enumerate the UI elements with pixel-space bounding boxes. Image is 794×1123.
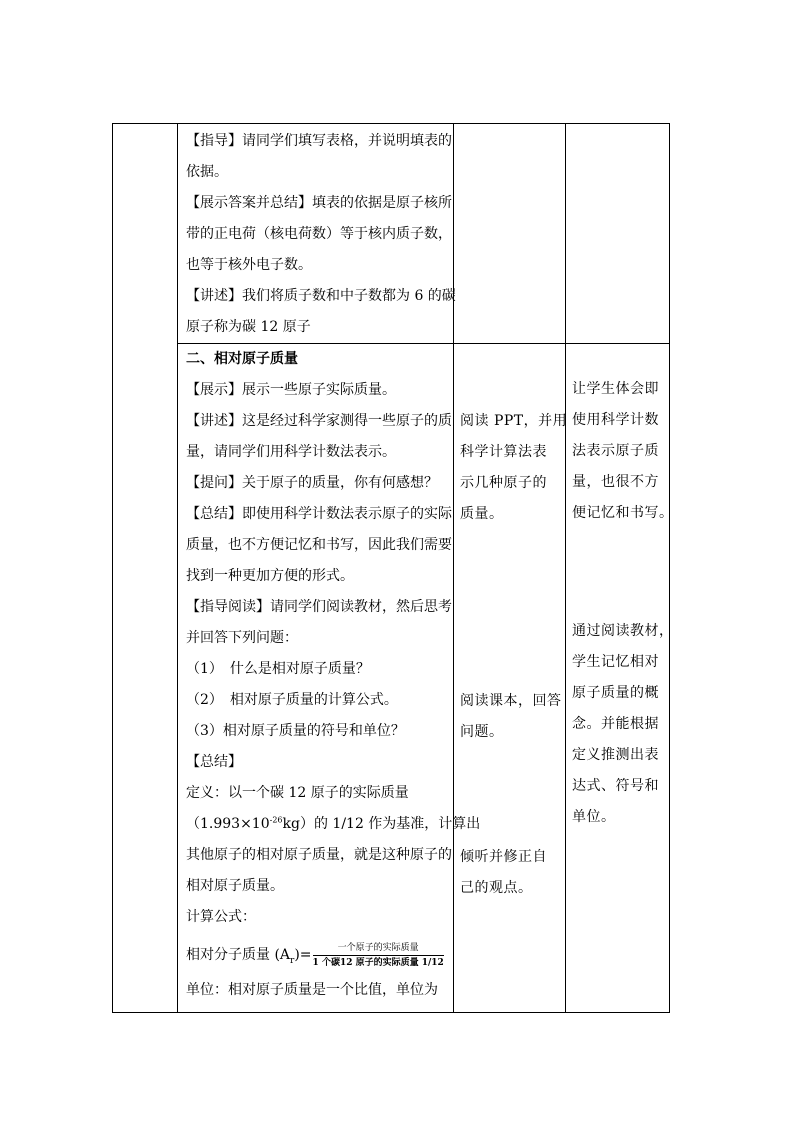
design-intent-line: 法表示原子质 [572,443,659,459]
line-text: 这是经过科学家测得一些原子的质 [242,413,452,429]
design-intent-line: 达式、符号和 [572,778,659,794]
student-activity-group-3 [460,842,564,904]
student-activity-line: 倾听并修正自 [460,849,547,865]
design-intent-line: 原子质量的概 [572,685,659,701]
bracket-tag: 【总结】 [186,506,242,522]
line-text: 量，请同学们用科学计数法表示。 [186,444,396,460]
definition-mass-exponent: -26 [269,815,283,825]
line-text: 我们将质子数和中子数都为 6 的碳 [242,288,456,304]
design-intent-line: 单位。 [572,809,616,825]
column-border-2 [453,124,454,1012]
teacher-activity-lines [186,375,451,809]
design-intent-line: 让学生体会即 [572,381,659,397]
line-text: （2） 相对原子质量的计算公式。 [186,692,398,708]
formula-title: 计算公式： [186,909,256,925]
design-intent-line: 定义推测出表 [572,747,659,763]
student-activity-group-1 [460,406,568,530]
student-activity-line: 质量。 [460,506,504,522]
teacher-activity-line [186,219,451,250]
bracket-tag: 【指导】 [186,133,242,149]
line-text: 关于原子的质量，你有何感想？ [242,475,438,491]
teacher-activity-line [186,561,451,592]
line-text: （1） 什么是相对原子质量？ [186,661,370,677]
teacher-activity-line [186,592,451,623]
section-heading: 二、相对原子质量 [186,351,298,367]
line-text: 依据。 [186,164,228,180]
formula-lhs [186,940,312,971]
student-activity-line: 己的观点。 [460,880,533,896]
formula-numerator: 一个原子的实际质量 [337,942,419,953]
line-text: 请同学们填写表格，并说明填表的 [242,133,452,149]
bracket-tag: 【讲述】 [186,288,242,304]
student-activity-line: 阅读 PPT，并用 [460,413,568,429]
line-text: 填表的依据是原子核所 [312,195,452,211]
row1-teacher-activity-cell [186,126,456,343]
teacher-activity-line [186,406,451,437]
design-intent-line: 念。并能根据 [572,716,659,732]
relative-mass-formula [186,935,451,975]
bracket-tag: 【指导阅读】 [186,599,270,615]
formula-equals: )= [294,946,312,963]
student-activity-line: 科学计算法表 [460,444,547,460]
teacher-activity-line [186,685,451,716]
line-text: 原子称为碳 12 原子 [186,319,311,335]
line-text: 请同学们阅读教材，然后思考 [270,599,452,615]
design-intent-line: 学生记忆相对 [572,654,659,670]
teacher-activity-line [186,312,451,343]
line-text: 定义：以一个碳 12 原子的实际质量 [186,785,409,801]
fraction-bar [313,955,444,956]
row2-teacher-activity-cell [186,344,481,1006]
student-activity-line: 示几种原子的 [460,475,547,491]
line-text: 质量，也不方便记忆和书写，因此我们需要 [186,537,452,553]
design-intent-line: 通过阅读教材， [572,623,674,639]
definition-line-4: 相对原子质量。 [186,878,284,894]
teacher-activity-line [186,654,451,685]
bracket-tag: 【讲述】 [186,413,242,429]
line-text: （3）相对原子质量的符号和单位？ [186,723,405,739]
line-text: 找到一种更加方便的形式。 [186,568,354,584]
formula-fraction [313,942,444,969]
bracket-tag: 【总结】 [186,754,242,770]
definition-mass-value: （1.993×10 [186,816,270,832]
design-intent-line: 使用科学计数 [572,412,659,428]
teacher-activity-line [186,747,451,778]
column-border-3 [565,124,566,1012]
design-intent-group-2 [572,616,672,833]
formula-denominator: 1 个碳12 原子的实际质量 1/12 [312,957,444,968]
definition-line-2 [186,809,481,840]
formula-lhs-text: 相对分子质量 (A [186,946,291,963]
teacher-activity-line [186,530,451,561]
teacher-activity-line [186,468,451,499]
bracket-tag: 【提问】 [186,475,242,491]
teacher-activity-line [186,778,451,809]
line-text: 并回答下列问题： [186,630,298,646]
student-activity-line: 阅读课本，回答 [460,693,562,709]
student-activity-line: 问题。 [460,724,504,740]
line-text: 展示一些原子实际质量。 [242,382,396,398]
teacher-activity-line [186,623,451,654]
line-text: 也等于核外电子数。 [186,257,312,273]
design-intent-line: 便记忆和书写。 [572,505,674,521]
design-intent-line: 量，也很不方 [572,474,659,490]
definition-line-3: 其他原子的相对原子质量，就是这种原子的 [186,847,452,863]
teacher-activity-line [186,157,451,188]
definition-mass-unit: kg）的 1/12 作为基准，计算出 [282,816,481,832]
teacher-activity-line [186,375,451,406]
teacher-activity-line [186,437,451,468]
unit-line: 单位：相对原子质量是一个比值，单位为 [186,982,438,998]
teacher-activity-line [186,281,456,312]
line-text: 即使用科学计数法表示原子的实际 [242,506,452,522]
lesson-plan-table [112,123,674,1013]
teacher-activity-line [186,250,451,281]
teacher-activity-line [186,716,451,747]
line-text: 带的正电荷（核电荷数）等于核内质子数， [186,226,452,242]
column-border-1 [177,124,178,1012]
teacher-activity-line [186,499,451,530]
bracket-tag: 【展示】 [186,382,242,398]
teacher-activity-line [186,188,451,219]
bracket-tag: 【展示答案并总结】 [186,195,312,211]
formula-subscript: r [290,955,295,966]
design-intent-group-1 [572,374,672,529]
teacher-activity-line [186,126,451,157]
student-activity-group-2 [460,686,564,748]
